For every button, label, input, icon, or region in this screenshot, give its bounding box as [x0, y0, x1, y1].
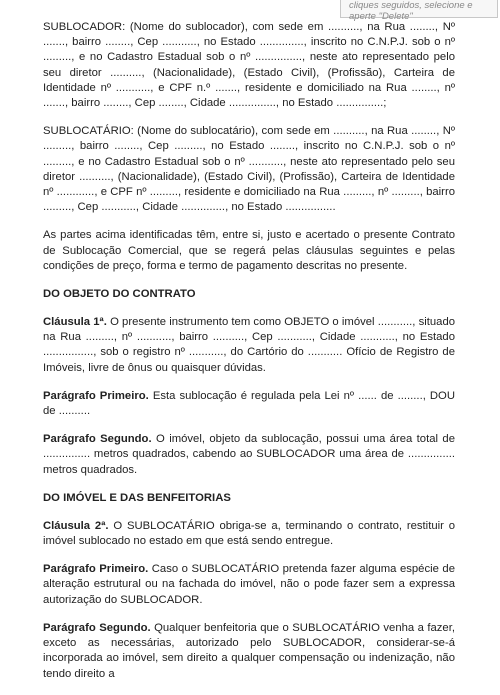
clause-text: O SUBLOCATÁRIO obriga-se a, terminando o contrato, restituir o imóvel sublocado no estado em que está sendo entregue.: [43, 519, 455, 548]
clause-label: Parágrafo Primeiro.: [43, 389, 149, 402]
intro-paragraph: As partes acima identificadas têm, entre si, justo e acertado o presente Contrato de Sublocação Comercial, que se regerá pelas cláusulas seguintes e pelas condições de preço, forma e termo de pagamento descritas no presente.: [43, 229, 455, 272]
clause-label: Parágrafo Segundo.: [43, 433, 152, 446]
party-sublocador: SUBLOCADOR: (Nome do sublocador), com sede em .........., na Rua ........, Nº ......., bairro ........, Cep ..........., no Estado .............., inscrito no C.N.P.J. sob o nº ........., e no Cadastro Estadual sob o nº ..............., neste ato representado pelo seu diretor .........., (Nacionalidade), (Estado Civil), (Profissão), Carteira de Identidade nº ..........., e CPF n.º ......., residente e domiciliado na Rua ........, nº ......., bairro ........, Cep ........, Cidade ..............., no Estado ...............;: [43, 21, 455, 110]
clause-paragraph: [43, 519, 455, 549]
clause-paragraph: [43, 389, 455, 419]
clause-label: Parágrafo Primeiro.: [43, 563, 149, 576]
clause-text: O imóvel, objeto da sublocação, possui uma área total de ............... metros quadrados, cabendo ao SUBLOCADOR uma área de ............... metros quadrados.: [43, 433, 455, 476]
instruction-note: [340, 0, 498, 22]
clause-paragraph: [43, 621, 455, 682]
clause-label: Parágrafo Segundo.: [43, 621, 151, 634]
clause-text: O presente instrumento tem como OBJETO o imóvel ..........., situado na Rua ........., nº ..........., bairro .........., Cep ..........., Cidade ..........., no Estado ................, sob o registro nº ..........., do Cartório do ........... Ofício de Registro de Imóveis, livre de ônus ou quaisquer dúvidas.: [43, 316, 456, 374]
clause-paragraph: [43, 562, 455, 608]
note-line: aperte "Delete": [349, 11, 413, 22]
party-sublocatario: SUBLOCATÁRIO: (Nome do sublocatário), com sede em .........., na Rua ........, Nº ........., bairro ........, Cep ........., no Estado ........, inscrito no C.N.P.J. sob o nº ........., e no Cadastro Estadual sob o nº ..........., neste ato representado pelo seu diretor .........., (Nacionalidade), (Estado Civil), (Profissão), Carteira de Identidade nº ............, e CPF nº ........., residente e domiciliado na Rua ........., nº ........., bairro ........., Cep ..........., Cidade .............., no Estado ................: [43, 125, 455, 214]
clause-text: Qualquer benfeitoria que o SUBLOCATÁRIO venha a fazer, exceto as necessárias, autorizado pelo SUBLOCADOR, considerar-se-á incorporada ao imóvel, sem direito a qualquer compensação ou indenização, não tendo direito a: [43, 621, 455, 680]
clause-text: Esta sublocação é regulada pela Lei nº ...... de ........, DOU de ..........: [43, 389, 456, 418]
clause-label: Cláusula 2ª.: [43, 519, 109, 532]
contract-document: [43, 20, 455, 695]
clause-label: Cláusula 1ª.: [43, 316, 107, 329]
section-heading: DO IMÓVEL E DAS BENFEITORIAS: [43, 491, 231, 504]
clause-paragraph: [43, 432, 455, 478]
note-line: cliques seguidos, selecione e: [349, 0, 473, 11]
clause-text: Caso o SUBLOCATÁRIO pretenda fazer alguma espécie de alteração estrutural ou na fachada do imóvel, não o pode fazer sem a expressa autorização do SUBLOCADOR.: [43, 563, 455, 606]
section-heading: DO OBJETO DO CONTRATO: [43, 288, 196, 301]
clause-paragraph: [43, 315, 455, 376]
